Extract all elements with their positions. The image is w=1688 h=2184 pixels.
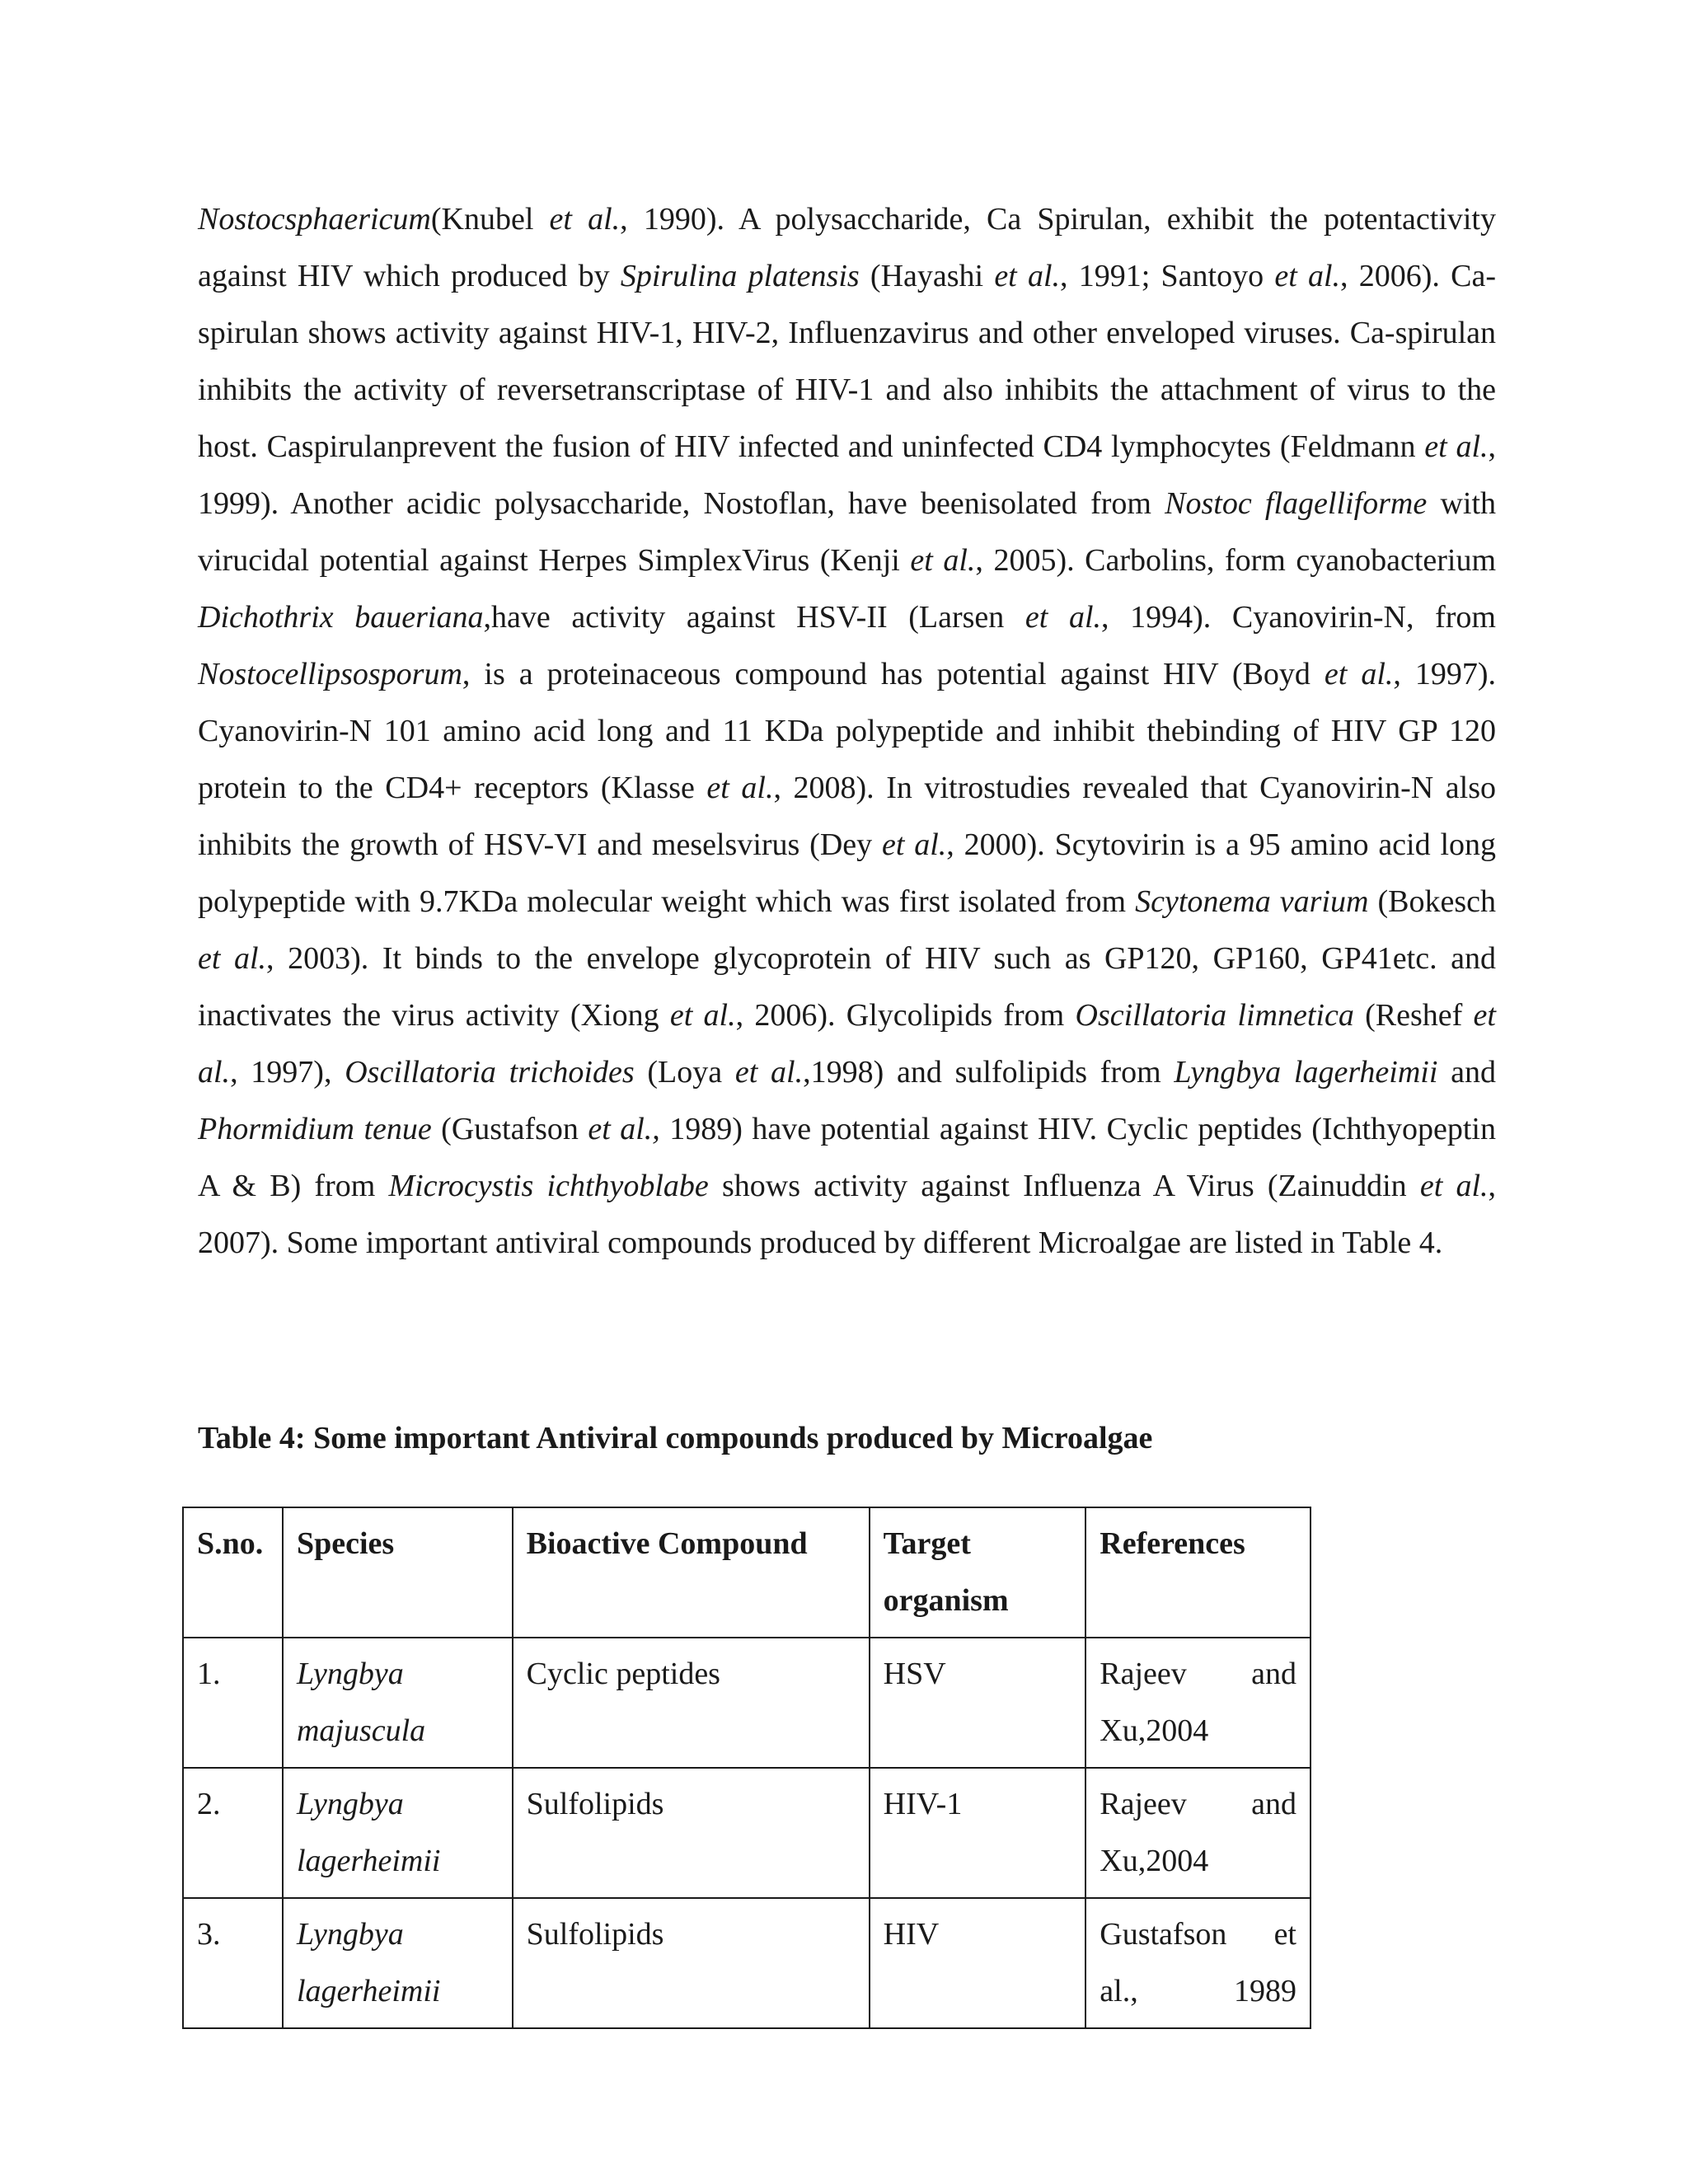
cell-reference: [1085, 1768, 1311, 1898]
text-run: and: [1437, 1055, 1497, 1090]
italic-term: et al.: [1324, 657, 1394, 691]
text-run: , 1990). A polysaccharide, Ca Spirulan, exhibit the potentactivity against HIV which produced by: [198, 202, 1496, 293]
italic-term: et al.: [198, 998, 1496, 1090]
reference-line-1: Rajeev and: [1100, 1787, 1296, 1821]
cell-species: Lyngbya lagerheimii: [283, 1898, 513, 2028]
header-references: References: [1085, 1507, 1311, 1638]
text-run: , 2008). In vitrostudies revealed that Cyanovirin-N also inhibits the growth of HSV-VI and meselsvirus (Dey: [198, 771, 1496, 862]
italic-term: et al.: [1419, 1169, 1489, 1203]
italic-term: et al.,: [588, 1112, 660, 1146]
table-caption: Table 4: Some important Antiviral compounds produced by Microalgae: [198, 1421, 1153, 1455]
table-row: [183, 1898, 1311, 2028]
italic-term: Nostoc flagelliforme: [1165, 486, 1428, 521]
italic-term: Nostocellipsosporum: [198, 657, 462, 691]
reference-line-2: Xu,2004: [1100, 1844, 1209, 1878]
text-run: , 2006). Ca- spirulan shows activity against HIV-1, HIV-2, Influenzavirus and other enveloped viruses. Ca-spirulan inhibits the activity of reversetranscriptase of HIV-1 and also inhibits the attachment of virus to the host. Caspirulanprevent the fusion of HIV infected and uninfected CD4 lymphocytes (Feldmann: [198, 259, 1497, 464]
italic-term: et al.: [549, 202, 621, 237]
text-run: 1989) have potential against HIV. Cyclic peptides (Ichthyopeptin A & B) from: [198, 1112, 1496, 1203]
text-run: ,1998) and sulfolipids from: [803, 1055, 1175, 1090]
table-header-row: [183, 1507, 1311, 1638]
text-run: , 2003). It binds to the envelope glycoprotein of HIV such as GP120, GP160, GP41etc. and inactivates the virus activity (Xiong: [198, 941, 1497, 1033]
text-run: (Hayashi: [859, 259, 995, 293]
reference-line-2: al., 1989: [1100, 1974, 1296, 2008]
header-compound: Bioactive Compound: [513, 1507, 870, 1638]
table-row: [183, 1638, 1311, 1768]
reference-line-1: Gustafson et: [1100, 1917, 1296, 1952]
italic-term: et al.: [910, 543, 976, 578]
text-run: , is a proteinaceous compound has potential against HIV (Boyd: [462, 657, 1325, 691]
italic-term: Oscillatoria trichoides: [345, 1055, 635, 1090]
body-paragraph: [198, 191, 1496, 1272]
cell-target: HSV: [870, 1638, 1086, 1768]
text-run: (Gustafson: [431, 1112, 588, 1146]
cell-sno: 3.: [183, 1898, 283, 2028]
text-run: (Reshef: [1353, 998, 1474, 1033]
reference-line-1: Rajeev and: [1100, 1657, 1296, 1691]
italic-term: Oscillatoria limnetica: [1075, 998, 1354, 1033]
text-run: , 1991; Santoyo: [1060, 259, 1275, 293]
text-run: , 1997). Cyanovirin-N 101 amino acid long and 11 KDa polypeptide and inhibit thebinding of HIV GP 120 protein to the CD4+ receptors (Klasse: [198, 657, 1497, 805]
italic-term: et al.: [881, 827, 947, 862]
text-run: with virucidal potential against Herpes SimplexVirus (Kenji: [198, 486, 1497, 578]
italic-term: et al.: [1274, 259, 1341, 293]
italic-term: Lyngbya lagerheimii: [1174, 1055, 1438, 1090]
cell-reference: [1085, 1898, 1311, 2028]
text-run: (Loya: [634, 1055, 735, 1090]
text-run: , 2007). Some important antiviral compounds produced by different Microalgae are listed in Table 4.: [198, 1169, 1496, 1260]
text-run: , 2006). Glycolipids from: [735, 998, 1076, 1033]
italic-term: Nostocsphaericum: [198, 202, 431, 237]
cell-reference: [1085, 1638, 1311, 1768]
header-target: Target organism: [870, 1507, 1086, 1638]
italic-term: et al.: [1424, 429, 1489, 464]
italic-term: et al.: [669, 998, 736, 1033]
reference-line-2: Xu,2004: [1100, 1713, 1209, 1748]
antiviral-compounds-table: [182, 1507, 1311, 2029]
text-run: shows activity against Influenza A Virus (Zainuddin: [708, 1169, 1420, 1203]
italic-term: Phormidium tenue: [198, 1112, 432, 1146]
text-run: , 1999). Another acidic polysaccharide, Nostoflan, have beenisolated from: [198, 429, 1497, 521]
cell-sno: 1.: [183, 1638, 283, 1768]
table-row: [183, 1768, 1311, 1898]
cell-target: HIV-1: [870, 1768, 1086, 1898]
cell-compound: Cyclic peptides: [513, 1638, 870, 1768]
italic-term: Scytonema varium: [1135, 884, 1369, 919]
cell-compound: Sulfolipids: [513, 1898, 870, 2028]
italic-term: et al.: [994, 259, 1061, 293]
text-run: (Knubel: [430, 202, 550, 237]
cell-target: HIV: [870, 1898, 1086, 2028]
italic-term: Spirulina platensis: [620, 259, 860, 293]
text-run: ,have activity against HSV-II (Larsen: [483, 600, 1025, 635]
cell-compound: Sulfolipids: [513, 1768, 870, 1898]
text-run: (Bokesch: [1368, 884, 1496, 919]
header-species: Species: [283, 1507, 513, 1638]
header-sno: S.no.: [183, 1507, 283, 1638]
italic-term: Microcystis ichthyoblabe: [388, 1169, 709, 1203]
text-run: , 1994). Cyanovirin-N, from: [1101, 600, 1496, 635]
italic-term: et al.: [734, 1055, 804, 1090]
italic-term: et al.: [706, 771, 774, 805]
italic-term: Dichothrix baueriana: [198, 600, 484, 635]
italic-term: et al.: [1025, 600, 1102, 635]
text-run: , 1997),: [230, 1055, 345, 1090]
italic-term: et al.: [198, 941, 267, 976]
text-run: , 2005). Carbolins, form cyanobacterium: [975, 543, 1497, 578]
cell-species: Lyngbya majuscula: [283, 1638, 513, 1768]
cell-sno: 2.: [183, 1768, 283, 1898]
text-run: , 2000). Scytovirin is a 95 amino acid long polypeptide with 9.7KDa molecular weight which was first isolated from: [198, 827, 1496, 919]
cell-species: Lyngbya lagerheimii: [283, 1768, 513, 1898]
